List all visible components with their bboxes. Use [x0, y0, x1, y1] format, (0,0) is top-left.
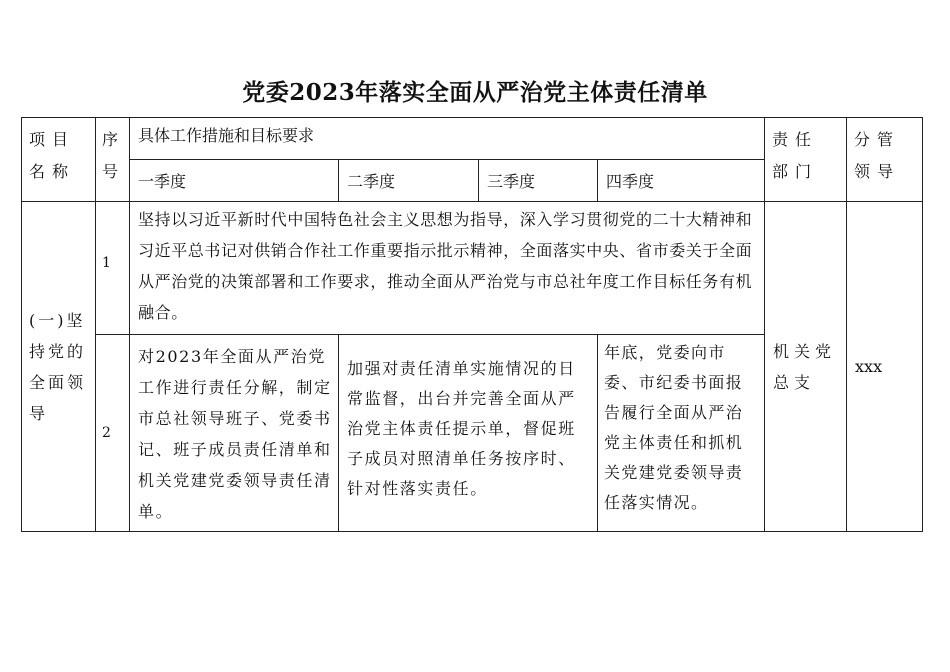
table-row	[22, 202, 923, 335]
document-title: 党委2023年落实全面从严治党主体责任清单	[242, 79, 708, 106]
header-row-1	[22, 118, 923, 160]
header-leader: 分管领导	[847, 118, 923, 202]
row-index-2: 2	[96, 335, 130, 532]
item-name-cell: (一)坚持党的全面领导	[22, 202, 96, 532]
header-q3: 三季度	[479, 160, 598, 202]
row-2-q1: 对2023年全面从严治党工作进行责任分解，制定市总社领导班子、党委书记、班子成员责任清单和机关党建党委领导责任清单。	[130, 335, 339, 532]
header-item-name: 项目名称	[22, 118, 96, 202]
header-q2: 二季度	[339, 160, 479, 202]
row-index-1: 1	[96, 202, 130, 335]
header-index: 序号	[96, 118, 130, 202]
header-q4: 四季度	[598, 160, 765, 202]
row-2-q2-q3: 加强对责任清单实施情况的日常监督，出台并完善全面从严治党主体责任提示单，督促班子成员对照清单任务按序时、针对性落实责任。	[339, 335, 598, 532]
header-measures: 具体工作措施和目标要求	[130, 118, 765, 160]
responsibility-table	[21, 117, 923, 532]
row-2-q4: 年底，党委向市委、市纪委书面报告履行全面从严治党主体责任和抓机关党建党委领导责任落实情况。	[598, 335, 765, 532]
leader-cell: xxx	[847, 202, 923, 532]
row-1-measures: 坚持以习近平新时代中国特色社会主义思想为指导，深入学习贯彻党的二十大精神和习近平总书记对供销合作社工作重要指示批示精神，全面落实中央、省市委关于全面从严治党的决策部署和工作要求，推动全面从严治党与市总社年度工作目标任务有机融合。	[130, 202, 765, 335]
department-cell: 机关党总支	[765, 202, 847, 532]
header-department: 责任部门	[765, 118, 847, 202]
header-q1: 一季度	[130, 160, 339, 202]
